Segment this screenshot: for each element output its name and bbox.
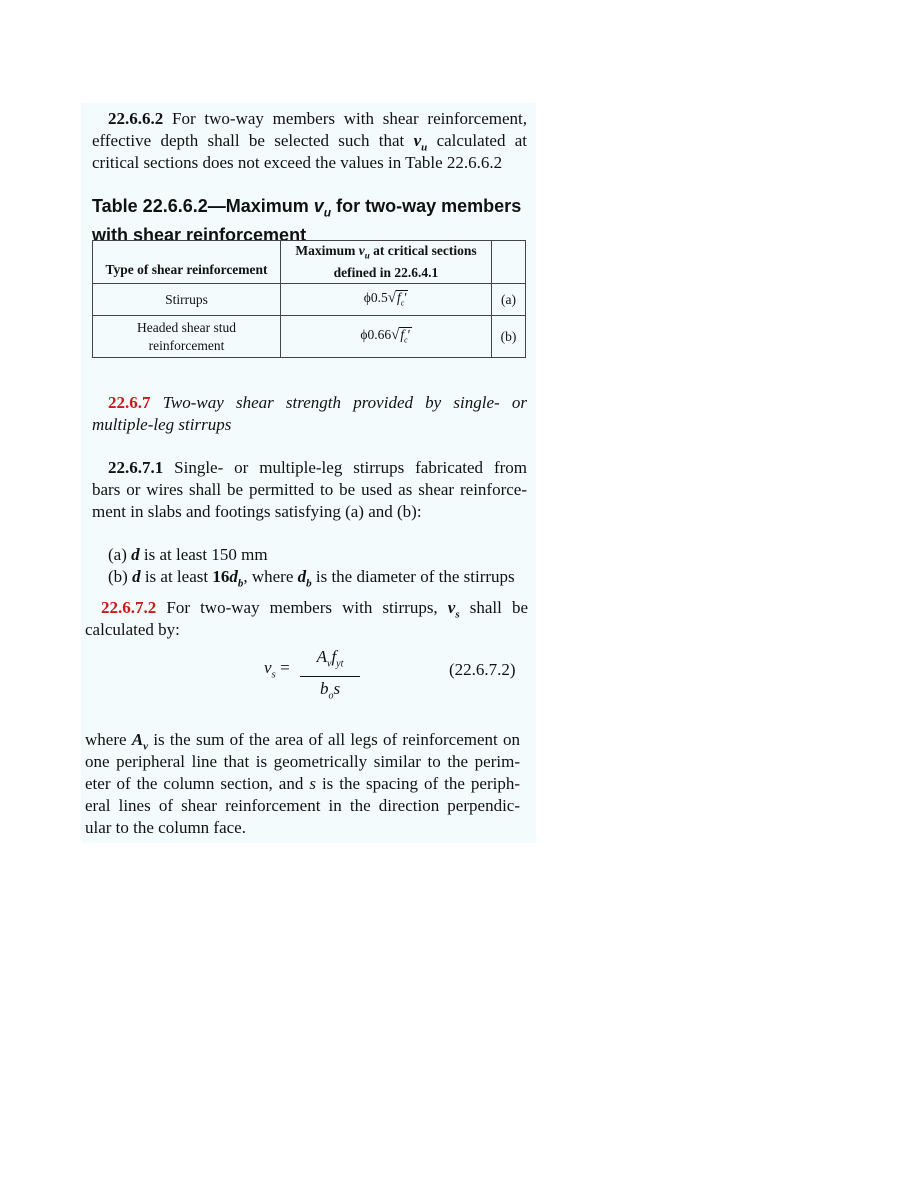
row-type: Stirrups <box>93 284 281 316</box>
section-number: 22.6.6.2 <box>108 109 164 128</box>
col-type-header: Type of shear reinforcement <box>93 241 281 284</box>
section-number: 22.6.7.1 <box>108 458 164 477</box>
para-22-6-7-1-line3: ment in slabs and footings satisfying (a) and (b): <box>92 502 422 521</box>
table-row <box>93 284 526 316</box>
col-max-header: Maximum $v_u$ at critical sections defined in 22.6.4.1 <box>281 241 492 284</box>
col-tag-header <box>492 241 526 284</box>
row-tag: (b) <box>492 316 526 358</box>
fraction-denominator: $b_os$ <box>319 679 341 702</box>
section-number: 22.6.7 <box>108 393 151 412</box>
table-max-vu <box>92 240 526 358</box>
row-value: $\phi 0.66√f_c'$ <box>281 316 492 358</box>
where-line5: ular to the column face. <box>85 818 246 837</box>
heading-22-6-7-line2: multiple-leg stirrups <box>92 415 232 434</box>
row-tag: (a) <box>492 284 526 316</box>
where-line2: one peripheral line that is geometrically similar to the perim- <box>85 752 520 771</box>
para-22-6-6-2-line1: 22.6.6.2 For two-way members with shear reinforcement, <box>108 109 527 128</box>
para-22-6-7-2-line1: 22.6.7.2 For two-way members with stirrups, $v_s$ shall be <box>101 598 528 621</box>
para-22-6-7-1-line2: bars or wires shall be permitted to be used as shear reinforce- <box>92 480 527 499</box>
item-b: (b) d is at least $16d_b$, where $d_b$ is the diameter of the stirrups <box>108 567 515 590</box>
item-a: (a) d is at least 150 mm <box>108 545 268 564</box>
row-value: $\phi 0.5√f_c'$ <box>281 284 492 316</box>
table-row <box>93 316 526 358</box>
equation-lhs: $v_s$ = <box>264 658 290 681</box>
where-line3: eter of the column section, and s is the spacing of the periph- <box>85 774 520 793</box>
where-line1: where $A_v$ is the sum of the area of all legs of reinforcement on <box>85 730 521 753</box>
fraction-numerator: $A_vf_{yt}$ <box>300 645 360 677</box>
section-number: 22.6.7.2 <box>101 598 157 617</box>
para-22-6-7-1-line1: 22.6.7.1 Single- or multiple-leg stirrups fabricated from <box>108 458 528 477</box>
equation-22-6-7-2 <box>260 645 530 705</box>
equation-fraction <box>300 645 360 709</box>
equation-label: (22.6.7.2) <box>449 660 516 679</box>
para-22-6-7-2-line2: calculated by: <box>85 620 180 639</box>
heading-22-6-7-line1: 22.6.7 Two-way shear strength provided by single- or <box>108 393 527 412</box>
row-type: Headed shear stud reinforcement <box>93 316 281 358</box>
table-title: Table 22.6.6.2—Maximum $v_u$ for two-way members with shear reinforcement <box>92 196 522 245</box>
table-header-row <box>93 241 526 284</box>
para-22-6-6-2-line2: effective depth shall be selected such that $v_u$ calculated at <box>92 131 528 154</box>
where-line4: eral lines of shear reinforcement in the direction perpendic- <box>85 796 520 815</box>
para-22-6-6-2-line3: critical sections does not exceed the values in Table 22.6.6.2 <box>92 153 503 172</box>
